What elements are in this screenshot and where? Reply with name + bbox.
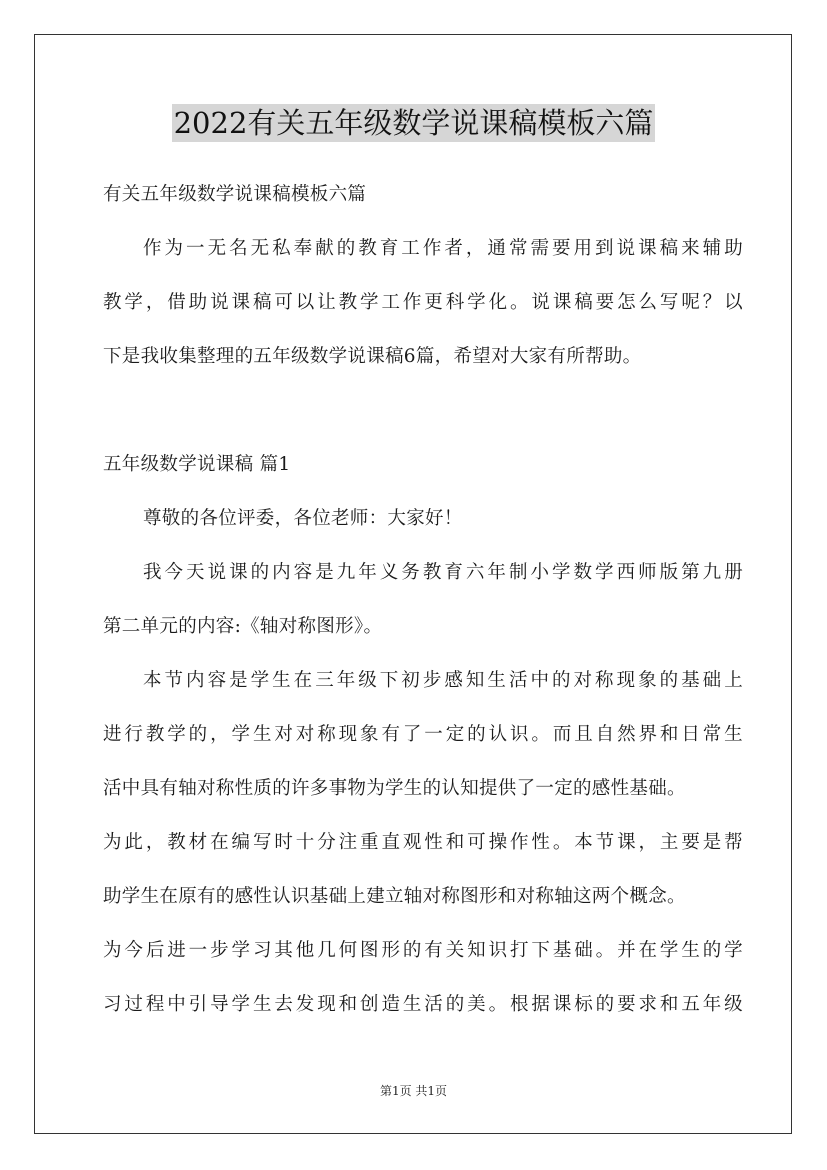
title-container	[0, 104, 827, 142]
greeting-line: 尊敬的各位评委，各位老师：大家好！	[143, 508, 463, 529]
subtitle-line: 有关五年级数学说课稿模板六篇	[103, 184, 367, 205]
body-line-4: 进行教学的，学生对对称现象有了一定的认识。而且自然界和日常生	[103, 724, 743, 745]
intro-line-1: 作为一无名无私奉献的教育工作者，通常需要用到说课稿来辅助	[143, 238, 743, 259]
page-footer: 第1页 共1页	[379, 1084, 448, 1098]
body-line-2: 第二单元的内容:《轴对称图形》。	[103, 616, 383, 637]
body-line-6: 为此，教材在编写时十分注重直观性和可操作性。本节课，主要是帮	[103, 832, 743, 853]
section-heading: 五年级数学说课稿 篇1	[103, 454, 291, 475]
body-line-1: 我今天说课的内容是九年义务教育六年制小学数学西师版第九册	[143, 562, 743, 583]
body-line-8: 为今后进一步学习其他几何图形的有关知识打下基础。并在学生的学	[103, 940, 743, 961]
body-line-5: 活中具有轴对称性质的许多事物为学生的认知提供了一定的感性基础。	[103, 778, 686, 799]
body-line-9: 习过程中引导学生去发现和创造生活的美。根据课标的要求和五年级	[103, 994, 743, 1015]
intro-line-2: 教学，借助说课稿可以让教学工作更科学化。说课稿要怎么写呢？以	[103, 292, 743, 313]
intro-line-3: 下是我收集整理的五年级数学说课稿6篇，希望对大家有所帮助。	[103, 346, 642, 367]
document-title: 2022有关五年级数学说课稿模板六篇	[173, 106, 654, 140]
body-line-3: 本节内容是学生在三年级下初步感知生活中的对称现象的基础上	[143, 670, 743, 691]
body-line-7: 助学生在原有的感性认识基础上建立轴对称图形和对称轴这两个概念。	[103, 886, 686, 907]
